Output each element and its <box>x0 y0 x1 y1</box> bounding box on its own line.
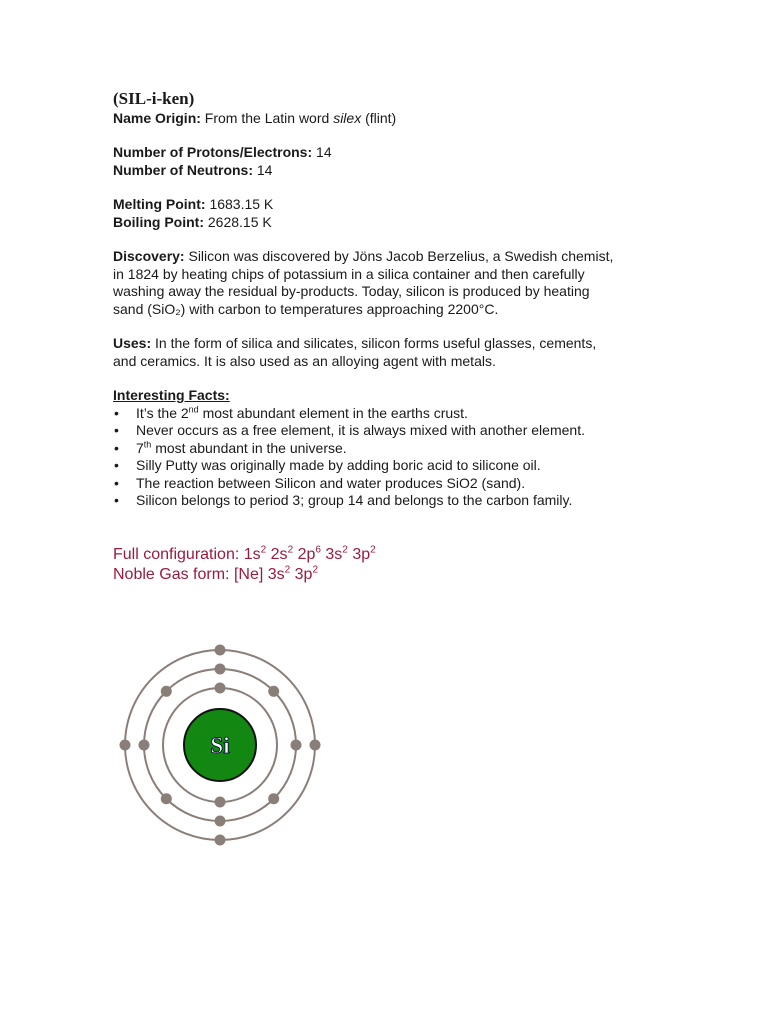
electron <box>215 816 226 827</box>
neutrons-value: 14 <box>256 161 273 178</box>
electron <box>120 740 131 751</box>
neutrons-line <box>113 162 673 180</box>
electron <box>291 740 302 751</box>
melting-value: 1683.15 K <box>209 196 274 212</box>
discovery-text: Silicon was discovered by Jöns Jacob Berzelius, a Swedish chemist, <box>184 248 614 264</box>
fact-item: • Silicon belongs to period 3; group 14 and belongs to the carbon family. <box>136 492 673 510</box>
pronunciation: (SIL-i-ken) <box>113 89 195 108</box>
name-origin-line <box>113 110 673 128</box>
protons-label: Number of Protons/Electrons: <box>113 144 313 160</box>
uses-label: Uses: <box>113 335 152 351</box>
fact-item: • 7th most abundant in the universe. <box>136 440 673 458</box>
electron <box>310 740 321 751</box>
discovery-label: Discovery: <box>113 248 185 264</box>
electron <box>139 740 150 751</box>
noble-config-label: Noble Gas form: <box>113 566 234 583</box>
full-configuration: Full configuration: $1s^2$ $2s^2$ $2p^6$ $3s^2$ $3p^2$ <box>113 544 376 563</box>
electron-configuration <box>113 545 376 585</box>
electron <box>215 645 226 656</box>
electron <box>161 793 172 804</box>
boiling-line <box>113 214 673 232</box>
protons-value: 14 <box>316 144 332 160</box>
discovery-line-3: washing away the residual by-products. Today, silicon is produced by heating <box>113 283 590 299</box>
melting-label: Melting Point: <box>113 196 206 212</box>
discovery-line-2: in 1824 by heating chips of potassium in a silica container and then carefully <box>113 265 585 282</box>
electron <box>215 797 226 808</box>
fact-item: • Silly Putty was originally made by adding boric acid to silicone oil. <box>136 457 673 475</box>
name-origin-prefix: From the Latin word <box>204 109 334 126</box>
boiling-value: 2628.15 K <box>207 213 272 230</box>
uses-line-1 <box>113 335 673 353</box>
name-origin-label: Name Origin: <box>113 109 201 126</box>
uses-text: In the form of silica and silicates, silicon forms useful glasses, cements, <box>151 335 597 351</box>
melting-line <box>113 196 673 214</box>
name-origin-word: silex <box>333 109 362 126</box>
element-info <box>113 90 673 510</box>
fact-item: • The reaction between Silicon and water produces SiO2 (sand). <box>136 475 673 493</box>
discovery-line-4: sand (SiO₂) with carbon to temperatures approaching 2200°C. <box>113 300 499 317</box>
noble-gas-configuration: Noble Gas form: [Ne] $3s^2$ $3p^2$ <box>113 564 319 583</box>
electron <box>215 683 226 694</box>
electron <box>215 835 226 846</box>
electron <box>268 793 279 804</box>
facts-title: Interesting Facts: <box>113 387 230 403</box>
electron <box>161 686 172 697</box>
bohr-model-diagram <box>115 640 325 850</box>
electron <box>215 664 226 675</box>
protons-line <box>113 144 673 162</box>
fact-item: • Never occurs as a free element, it is always mixed with another element. <box>136 422 673 440</box>
neutrons-label: Number of Neutrons: <box>113 161 253 178</box>
element-symbol: Si <box>210 733 230 758</box>
electron <box>268 686 279 697</box>
fact-item: • It’s the 2nd most abundant element in the earths crust. <box>136 405 673 423</box>
noble-core: [Ne] <box>233 566 268 583</box>
boiling-label: Boiling Point: <box>113 213 204 230</box>
uses-line-2: and ceramics. It is also used as an alloying agent with metals. <box>113 352 496 369</box>
facts-list <box>113 405 673 510</box>
full-config-label: Full configuration: <box>113 546 244 563</box>
name-origin-suffix: (flint) <box>361 109 397 126</box>
discovery-line-1 <box>113 248 673 266</box>
